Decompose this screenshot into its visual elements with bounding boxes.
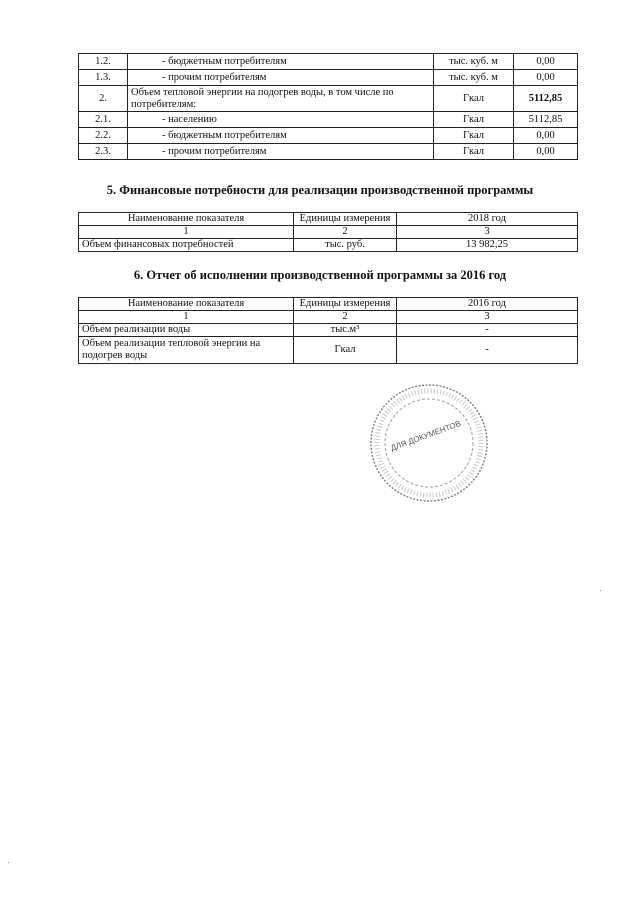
column-header: Наименование показателя [79,298,294,311]
row-value: 0,00 [514,144,578,160]
row-unit: Гкал [434,128,514,144]
column-index: 2 [294,226,397,239]
seal-text: ДЛЯ ДОКУМЕНТОВ [389,419,463,453]
row-value: 0,00 [514,54,578,70]
row-number: 1.2. [79,54,128,70]
row-value: 5112,85 [514,86,578,112]
row-unit: тыс. куб. м [434,54,514,70]
section-6-heading: 6. Отчет об исполнении производственной программы за 2016 год [133,268,507,282]
table-row [79,337,578,364]
row-name: Объем тепловой энергии на подогрев воды, в том числе по потребителям: [128,86,434,112]
indicator-value: - [397,337,578,364]
table-row [79,86,578,112]
scan-speck [600,590,601,591]
column-header: Наименование показателя [79,213,294,226]
row-name: - прочим потребителям [128,70,434,86]
row-name: - бюджетным потребителям [128,54,434,70]
indicator-name: Объем финансовых потребностей [79,239,294,252]
indicator-name: Объем реализации воды [79,324,294,337]
row-name: - бюджетным потребителям [128,128,434,144]
table-row [79,144,578,160]
column-index: 3 [397,311,578,324]
row-unit: тыс. куб. м [434,70,514,86]
table-header-row [79,213,578,226]
column-index-row [79,226,578,239]
row-number: 2.3. [79,144,128,160]
column-header: 2016 год [397,298,578,311]
row-number: 1.3. [79,70,128,86]
row-name: - прочим потребителям [128,144,434,160]
indicator-value: 13 982,25 [397,239,578,252]
row-number: 2.2. [79,128,128,144]
indicator-unit: тыс. руб. [294,239,397,252]
column-index: 2 [294,311,397,324]
official-seal-stamp [364,378,494,508]
indicator-value: - [397,324,578,337]
table-row [79,128,578,144]
financial-needs-table [78,212,578,252]
row-unit: Гкал [434,86,514,112]
program-report-table [78,297,578,364]
section-5-heading: 5. Финансовые потребности для реализации производственной программы [106,183,534,197]
row-number: 2. [79,86,128,112]
column-header: Единицы измерения [294,213,397,226]
indicator-unit: Гкал [294,337,397,364]
table-row [79,54,578,70]
table-row [79,239,578,252]
row-unit: Гкал [434,112,514,128]
row-unit: Гкал [434,144,514,160]
column-header: 2018 год [397,213,578,226]
production-volume-table [78,53,578,160]
row-number: 2.1. [79,112,128,128]
row-value: 0,00 [514,128,578,144]
column-index: 1 [79,311,294,324]
row-value: 0,00 [514,70,578,86]
scan-speck [8,862,9,863]
table-row [79,112,578,128]
table-row [79,324,578,337]
column-index: 3 [397,226,578,239]
column-index-row [79,311,578,324]
column-header: Единицы измерения [294,298,397,311]
indicator-unit: тыс.м³ [294,324,397,337]
table-row [79,70,578,86]
seal-graphic [364,378,494,508]
row-value: 5112,85 [514,112,578,128]
row-name: - населению [128,112,434,128]
table-header-row [79,298,578,311]
indicator-name: Объем реализации тепловой энергии на подогрев воды [79,337,294,364]
column-index: 1 [79,226,294,239]
